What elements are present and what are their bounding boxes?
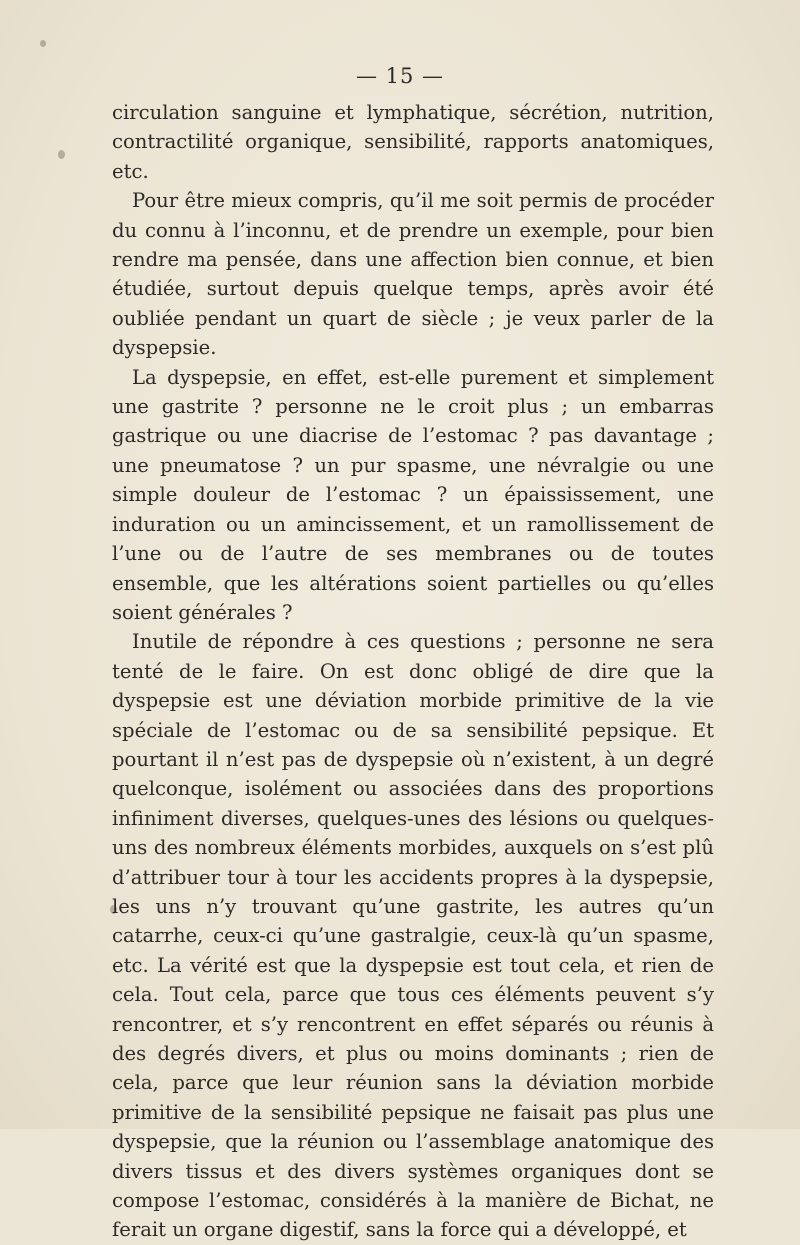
page-number: — 15 —: [355, 64, 445, 88]
paper-spot: [40, 40, 46, 47]
paper-spot: [58, 150, 65, 159]
paragraph: Inutile de répondre à ces questions ; personne ne sera tenté de le faire. On est donc obligé de dire que la dyspepsie est une déviation morbide primitive de la vie spéciale de l’estomac ou de sa sensibilité pepsique. Et pourtant il n’est pas de dyspepsie où n’existent, à un degré quelconque, isolément ou associées dans des proportions infiniment diverses, quelques-unes des lésions ou quelques-uns des nombreux éléments morbides, auxquels on s’est plû d’attribuer tour à tour les accidents propres à la dyspepsie, les uns n’y trouvant qu’une gastrite, les autres qu’un catarrhe, ceux-ci qu’une gastralgie, ceux-là qu’un spasme, etc. La vérité est que la dyspepsie est tout cela, et rien de cela. Tout cela, parce que tous ces éléments peuvent s’y rencontrer, et s’y rencontrent en effet séparés ou réunis à des degrés divers, et plus ou moins dominants ; rien de cela, parce que leur réunion sans la déviation morbide primitive de la sensibilité pepsique ne faisait pas plus une dyspepsie, que la réunion ou l’assemblage anatomique des divers tissus et des divers systèmes organiques dont se compose l’estomac, considérés à la manière de Bichat, ne ferait un organe digestif, sans la force qui a développé, et: [112, 630, 714, 1242]
body-text: [112, 98, 714, 1245]
paragraph: La dyspepsie, en effet, est-elle purement et simplement une gastrite ? personne ne le croit plus ; un embarras gastrique ou une diacrise de l’estomac ? pas davantage ; une pneumatose ? un pur spasme, une névralgie ou une simple douleur de l’estomac ? un épaississement, une induration ou un amincissement, et un ramollissement de l’une ou de l’autre de ses membranes ou de toutes ensemble, que les altérations soient partielles ou qu’elles soient générales ?: [112, 365, 714, 624]
paragraph: Pour être mieux compris, qu’il me soit permis de procéder du connu à l’inconnu, et de prendre un exemple, pour bien rendre ma pensée, dans une affection bien connue, et bien étudiée, surtout depuis quelque temps, après avoir été oubliée pendant un quart de siècle ; je veux parler de la dyspepsie.: [112, 189, 714, 360]
paragraph: circulation sanguine et lymphatique, sécrétion, nutrition, contractilité organique, sensibilité, rapports anatomiques, etc.: [112, 101, 714, 183]
